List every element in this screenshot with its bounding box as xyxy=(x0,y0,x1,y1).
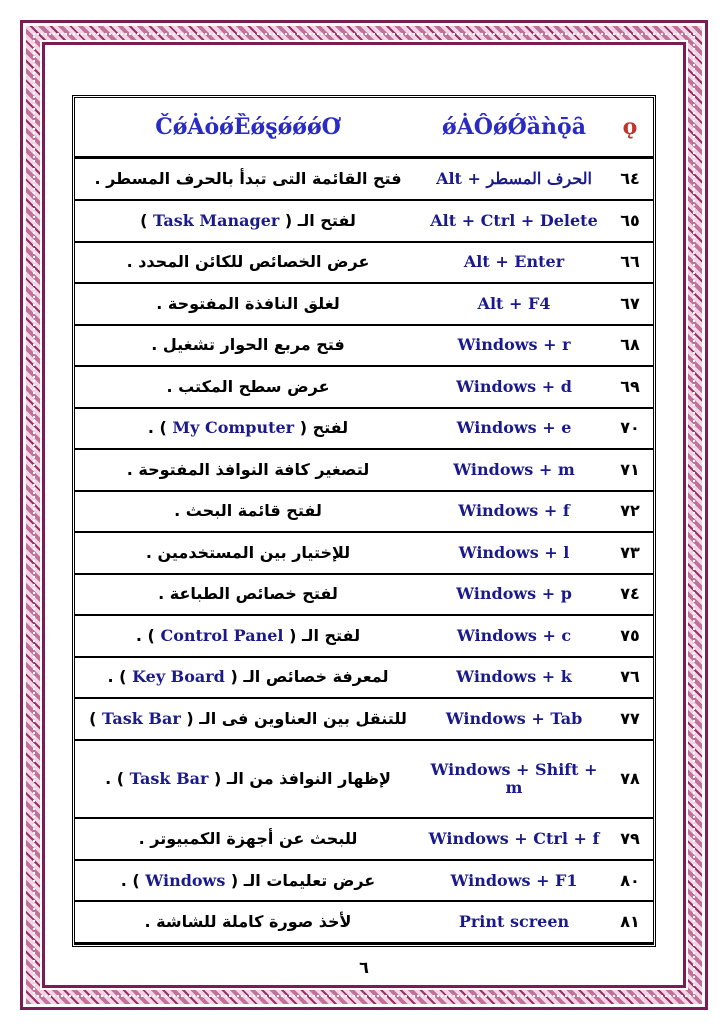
row-key-combination: Alt + Enter xyxy=(421,242,607,284)
table-row xyxy=(75,901,653,943)
row-description-text: لفتح ( xyxy=(299,418,349,438)
row-description-term: Task Bar xyxy=(129,768,209,788)
row-key-combination: Windows + Tab xyxy=(421,698,607,740)
row-number: ٨٠ xyxy=(607,860,653,902)
row-description xyxy=(75,740,421,819)
row-description-term: Task Bar xyxy=(102,708,181,728)
row-key-combination: Alt + الحرف المسطر xyxy=(421,158,607,201)
table-row xyxy=(75,242,653,284)
row-description xyxy=(75,615,421,657)
row-description-end: ) . xyxy=(120,870,140,890)
row-key-combination: Print screen xyxy=(421,901,607,943)
row-number: ٧٨ xyxy=(607,740,653,819)
row-description: لفتح قائمة البحث . xyxy=(75,491,421,533)
row-key-combination: Windows + p xyxy=(421,574,607,616)
row-description-text: للتنقل بين العناوين فى الـ ( xyxy=(186,708,407,728)
row-key-combination: Windows + Shift + m xyxy=(421,740,607,819)
row-description xyxy=(75,657,421,699)
row-description-text: عرض تعليمات الـ ( xyxy=(230,870,376,890)
row-description xyxy=(75,698,421,740)
table-row xyxy=(75,532,653,574)
row-number: ٧٧ xyxy=(607,698,653,740)
row-description-term: Windows xyxy=(145,870,226,890)
row-description-term: Control Panel xyxy=(160,625,284,645)
row-description-text: لفتح الـ ( xyxy=(284,210,356,230)
row-description: عرض الخصائص للكائن المحدد . xyxy=(75,242,421,284)
row-description: لأخذ صورة كاملة للشاشة . xyxy=(75,901,421,943)
row-description-end: ) xyxy=(140,210,148,230)
row-description-term: My Computer xyxy=(172,418,295,438)
table-row xyxy=(75,574,653,616)
row-description xyxy=(75,860,421,902)
row-number: ٧٣ xyxy=(607,532,653,574)
row-number: ٦٥ xyxy=(607,200,653,242)
table-row xyxy=(75,158,653,201)
row-description: فتح مربع الحوار تشغيل . xyxy=(75,325,421,367)
row-description: للبحث عن أجهزة الكمبيوتر . xyxy=(75,818,421,860)
row-key-combination: Windows + m xyxy=(421,449,607,491)
row-number: ٧١ xyxy=(607,449,653,491)
row-number: ٧٦ xyxy=(607,657,653,699)
table-row xyxy=(75,408,653,450)
header-number: ǫ xyxy=(607,98,653,158)
table-row xyxy=(75,491,653,533)
row-description-end: ) . xyxy=(147,418,167,438)
row-description xyxy=(75,200,421,242)
table-row xyxy=(75,615,653,657)
table-row xyxy=(75,449,653,491)
table-row xyxy=(75,200,653,242)
row-key-combination: Windows + f xyxy=(421,491,607,533)
row-description-text: لمعرفة خصائص الـ ( xyxy=(230,667,389,687)
row-description: فتح القائمة التى تبدأ بالحرف المسطر . xyxy=(75,158,421,201)
row-key-combination: Alt + Ctrl + Delete xyxy=(421,200,607,242)
row-description-term: Key Board xyxy=(132,667,225,687)
table-row xyxy=(75,818,653,860)
table-row xyxy=(75,740,653,819)
row-key-combination: Alt + F4 xyxy=(421,283,607,325)
shortcuts-table xyxy=(75,98,653,944)
table-header-row xyxy=(75,98,653,158)
row-description-end: ) . xyxy=(135,625,155,645)
table-row xyxy=(75,366,653,408)
table-row xyxy=(75,698,653,740)
row-key-combination: Windows + F1 xyxy=(421,860,607,902)
row-key-combination: Windows + Ctrl + f xyxy=(421,818,607,860)
row-description-text: لفتح الـ ( xyxy=(289,625,361,645)
row-description: عرض سطح المكتب . xyxy=(75,366,421,408)
row-description-end: ) . xyxy=(107,667,127,687)
header-description: ČǿȦȯǿȄǿȿǿǿǿƠ xyxy=(75,98,421,158)
row-number: ٦٧ xyxy=(607,283,653,325)
table-row xyxy=(75,325,653,367)
row-number: ٧٢ xyxy=(607,491,653,533)
row-number: ٦٦ xyxy=(607,242,653,284)
table-row xyxy=(75,657,653,699)
table-row xyxy=(75,860,653,902)
row-description-text: لإظهار النوافذ من الـ ( xyxy=(213,768,391,788)
row-key-combination: Windows + r xyxy=(421,325,607,367)
row-number: ٧٥ xyxy=(607,615,653,657)
table-row xyxy=(75,283,653,325)
row-number: ٦٩ xyxy=(607,366,653,408)
row-number: ٦٨ xyxy=(607,325,653,367)
row-key-combination: Windows + e xyxy=(421,408,607,450)
row-key-combination: Windows + d xyxy=(421,366,607,408)
row-description: لفتح خصائص الطباعة . xyxy=(75,574,421,616)
row-number: ٨١ xyxy=(607,901,653,943)
row-description-term: Task Manager xyxy=(153,210,280,230)
row-key-combination: Windows + k xyxy=(421,657,607,699)
row-description-end: ) . xyxy=(105,768,125,788)
row-description xyxy=(75,408,421,450)
row-description: لتصغير كافة النوافذ المفتوحة . xyxy=(75,449,421,491)
row-key-combination: Windows + l xyxy=(421,532,607,574)
row-number: ٧٩ xyxy=(607,818,653,860)
shortcuts-table-container xyxy=(72,95,656,947)
row-description-end: ) xyxy=(89,708,97,728)
row-description: لغلق النافذة المفتوحة . xyxy=(75,283,421,325)
row-key-combination: Windows + c xyxy=(421,615,607,657)
header-key: ǿȦÔǿǾȁǹǭȃ xyxy=(421,98,607,158)
row-number: ٧٠ xyxy=(607,408,653,450)
page-number: ٦ xyxy=(359,958,369,977)
row-number: ٦٤ xyxy=(607,158,653,201)
row-number: ٧٤ xyxy=(607,574,653,616)
row-description: للإختيار بين المستخدمين . xyxy=(75,532,421,574)
